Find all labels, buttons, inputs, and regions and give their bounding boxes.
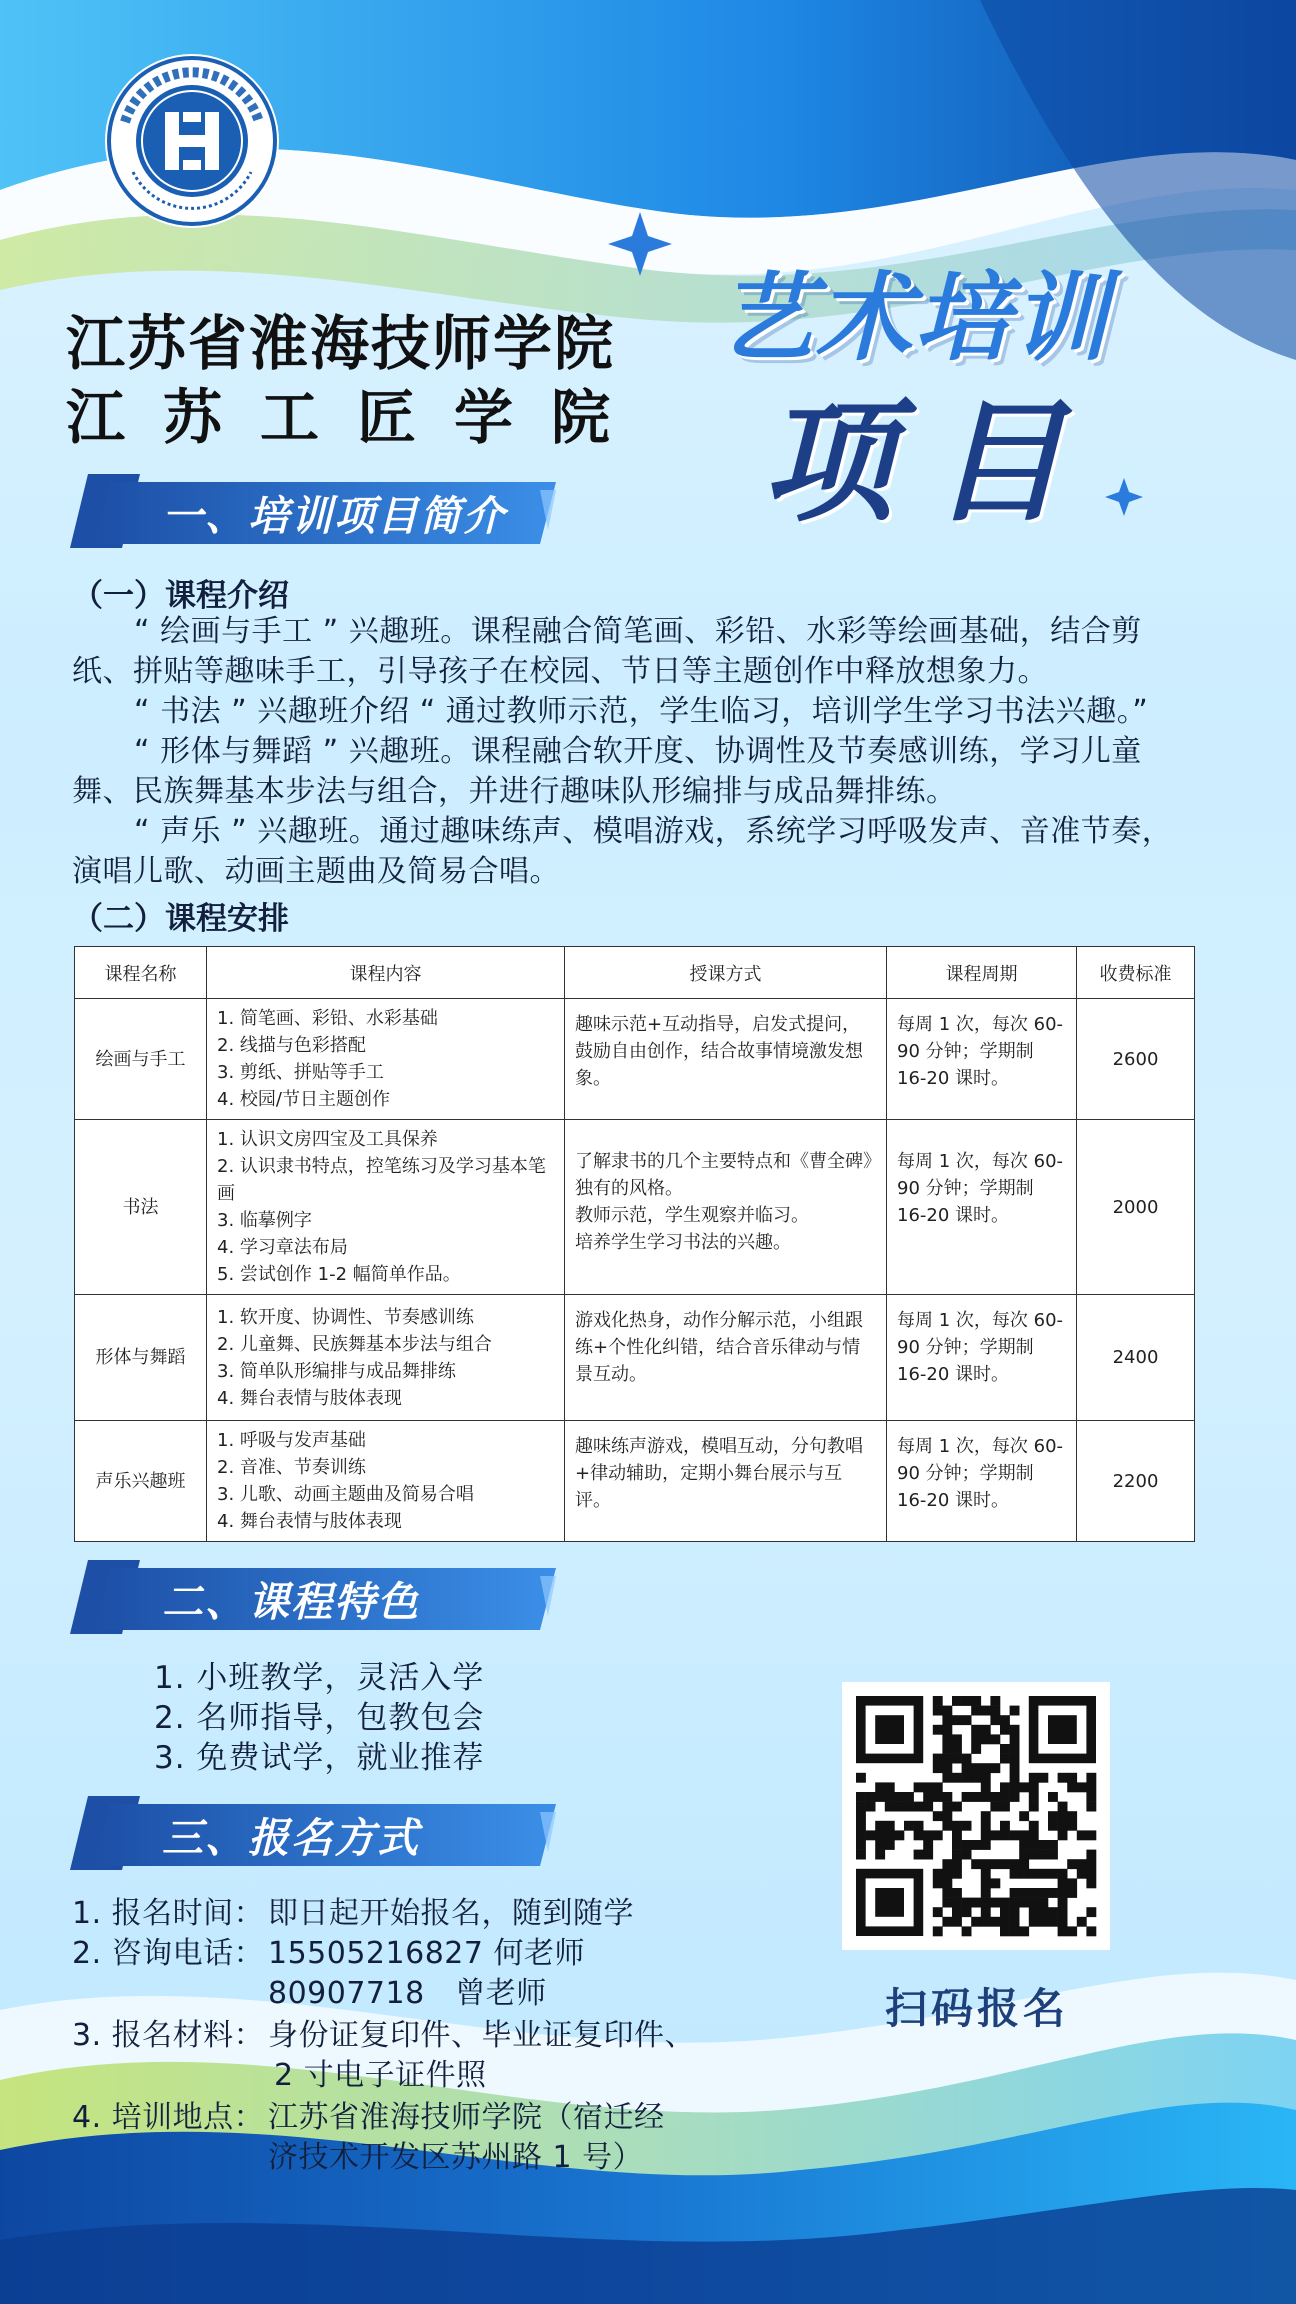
- content-line: 2. 音准、节奏训练: [217, 1457, 366, 1478]
- course-period: 每周 1 次，每次 60-90 分钟；学期制 16-20 课时。: [887, 1295, 1077, 1421]
- content-line: 1. 简笔画、彩铅、水彩基础: [217, 1008, 438, 1029]
- method-line: 了解隶书的几个主要特点和《曹全碑》独有的风格。: [575, 1151, 872, 1199]
- method-line: 教师示范，学生观察并临习。: [575, 1205, 809, 1226]
- course-content: [207, 1421, 565, 1542]
- course-schedule-table: [74, 946, 1194, 1542]
- course-content: [207, 999, 565, 1120]
- location-label: 4. 培训地点：: [72, 2100, 265, 2135]
- course-fee: 2600: [1077, 999, 1195, 1120]
- table-row: [75, 1421, 1195, 1542]
- location-line2: 济技术开发区苏州路 1 号）: [268, 2140, 644, 2175]
- intro-paragraph-2: “ 书法 ” 兴趣班介绍 “ 通过教师示范，学生临习，培训学生学习书法兴趣。”: [134, 694, 1149, 729]
- table-row: [75, 1120, 1195, 1295]
- header-course-name: 课程名称: [75, 947, 207, 999]
- method-line: 趣味示范+互动指导，启发式提问，鼓励自由创作，结合故事情境激发想象。: [575, 1014, 863, 1089]
- course-content: [207, 1295, 565, 1421]
- header-course-content: 课程内容: [207, 947, 565, 999]
- registration-materials: [72, 2010, 695, 2054]
- teaching-method: [565, 1421, 887, 1542]
- materials-line2: 2 寸电子证件照: [274, 2058, 487, 2093]
- registration-time-value: 即日起开始报名，随到随学: [268, 1896, 634, 1931]
- qr-code-icon: [842, 1682, 1110, 1950]
- table-row: [75, 1295, 1195, 1421]
- course-name: 绘画与手工: [75, 999, 207, 1120]
- contact-phone: [72, 1928, 585, 1972]
- content-line: 5. 尝试创作 1-2 幅简单作品。: [217, 1264, 461, 1285]
- section1-banner: [70, 470, 556, 552]
- registration-qr-code[interactable]: [842, 1682, 1110, 1950]
- content-line: 2. 认识隶书特点，控笔练习及学习基本笔画: [217, 1156, 546, 1204]
- school-name-line2: 江苏工匠学院: [66, 383, 649, 452]
- course-fee: 2200: [1077, 1421, 1195, 1542]
- feature-item-1: 1. 小班教学，灵活入学: [154, 1660, 485, 1696]
- header-teaching-method: 授课方式: [565, 947, 887, 999]
- table-row: [75, 999, 1195, 1120]
- course-fee: 2000: [1077, 1120, 1195, 1295]
- teaching-method: [565, 1295, 887, 1421]
- schedule-heading: （二）课程安排: [72, 901, 289, 937]
- feature-item-3: 3. 免费试学，就业推荐: [154, 1740, 485, 1776]
- contact-phone-label: 2. 咨询电话：: [72, 1936, 265, 1971]
- qr-caption: 扫码报名: [885, 1984, 1070, 2033]
- course-name: 书法: [75, 1120, 207, 1295]
- header-course-period: 课程周期: [887, 947, 1077, 999]
- content-line: 3. 剪纸、拼贴等手工: [217, 1062, 384, 1083]
- content-line: 1. 认识文房四宝及工具保养: [217, 1129, 438, 1150]
- method-line: 培养学生学习书法的兴趣。: [575, 1232, 791, 1253]
- course-name: 形体与舞蹈: [75, 1295, 207, 1421]
- intro-paragraph-3: “ 形体与舞蹈 ” 兴趣班。课程融合软开度、协调性及节奏感训练，学习儿童舞、民族舞基本步法与组合，并进行趣味队形编排与成品舞排练。: [72, 734, 1142, 809]
- section2-title: 二、课程特色: [162, 1578, 420, 1626]
- method-line: 趣味练声游戏，模唱互动，分句教唱+律动辅助，定期小舞台展示与互评。: [575, 1436, 863, 1511]
- section3-title: 三、报名方式: [162, 1814, 420, 1862]
- content-line: 4. 舞台表情与肢体表现: [217, 1511, 402, 1532]
- contact-phone-2: 80907718 曾老师: [268, 1976, 547, 2011]
- training-location: [72, 2092, 665, 2136]
- teaching-method: [565, 1120, 887, 1295]
- header-fee: 收费标准: [1077, 947, 1195, 999]
- course-name: 声乐兴趣班: [75, 1421, 207, 1542]
- method-line: 游戏化热身，动作分解示范，小组跟练+个性化纠错，结合音乐律动与情景互动。: [575, 1310, 863, 1385]
- content-line: 2. 线描与色彩搭配: [217, 1035, 366, 1056]
- course-period: 每周 1 次，每次 60-90 分钟；学期制 16-20 课时。: [887, 999, 1077, 1120]
- content-line: 3. 儿歌、动画主题曲及简易合唱: [217, 1484, 474, 1505]
- course-period: 每周 1 次，每次 60-90 分钟；学期制 16-20 课时。: [887, 1421, 1077, 1542]
- content-line: 1. 呼吸与发声基础: [217, 1430, 366, 1451]
- teaching-method: [565, 999, 887, 1120]
- intro-paragraph-4: “ 声乐 ” 兴趣班。通过趣味练声、模唱游戏，系统学习呼吸发声、音准节奏，演唱儿歌、动画主题曲及简易合唱。: [72, 814, 1173, 889]
- content-line: 3. 简单队形编排与成品舞排练: [217, 1360, 456, 1382]
- content-line: 4. 校园/节日主题创作: [217, 1089, 390, 1110]
- course-content: [207, 1120, 565, 1295]
- table-header-row: [75, 947, 1195, 999]
- location-line1: 江苏省淮海技师学院（宿迁经: [268, 2100, 665, 2135]
- intro-paragraph-1: “ 绘画与手工 ” 兴趣班。课程融合简笔画、彩铅、水彩等绘画基础，结合剪纸、拼贴等趣味手工，引导孩子在校园、节日等主题创作中释放想象力。: [72, 614, 1142, 689]
- section3-banner: [70, 1792, 556, 1874]
- content-line: 3. 临摹例字: [217, 1210, 312, 1231]
- feature-item-2: 2. 名师指导，包教包会: [154, 1700, 485, 1736]
- main-title-line1: 艺术培训: [718, 262, 1110, 374]
- content-line: 2. 儿童舞、民族舞基本步法与组合: [217, 1333, 492, 1355]
- content-line: 1. 软开度、协调性、节奏感训练: [217, 1306, 474, 1328]
- course-fee: 2400: [1077, 1295, 1195, 1421]
- registration-time-label: 1. 报名时间：: [72, 1896, 265, 1931]
- registration-time: [72, 1888, 634, 1932]
- content-line: 4. 舞台表情与肢体表现: [217, 1387, 402, 1409]
- course-period: 每周 1 次，每次 60-90 分钟；学期制 16-20 课时。: [887, 1120, 1077, 1295]
- intro-heading: （一）课程介绍: [72, 578, 289, 614]
- main-title-line2: 项目: [762, 386, 1102, 540]
- section2-banner: [70, 1556, 556, 1638]
- materials-line1: 身份证复印件、毕业证复印件、: [268, 2018, 695, 2053]
- school-name-line1: 江苏省淮海技师学院: [66, 309, 616, 378]
- school-logo: [103, 52, 281, 230]
- contact-phone-1: 15505216827 何老师: [268, 1936, 585, 1971]
- content-line: 4. 学习章法布局: [217, 1237, 348, 1258]
- section1-title: 一、培训项目简介: [162, 492, 506, 540]
- materials-label: 3. 报名材料：: [72, 2018, 265, 2053]
